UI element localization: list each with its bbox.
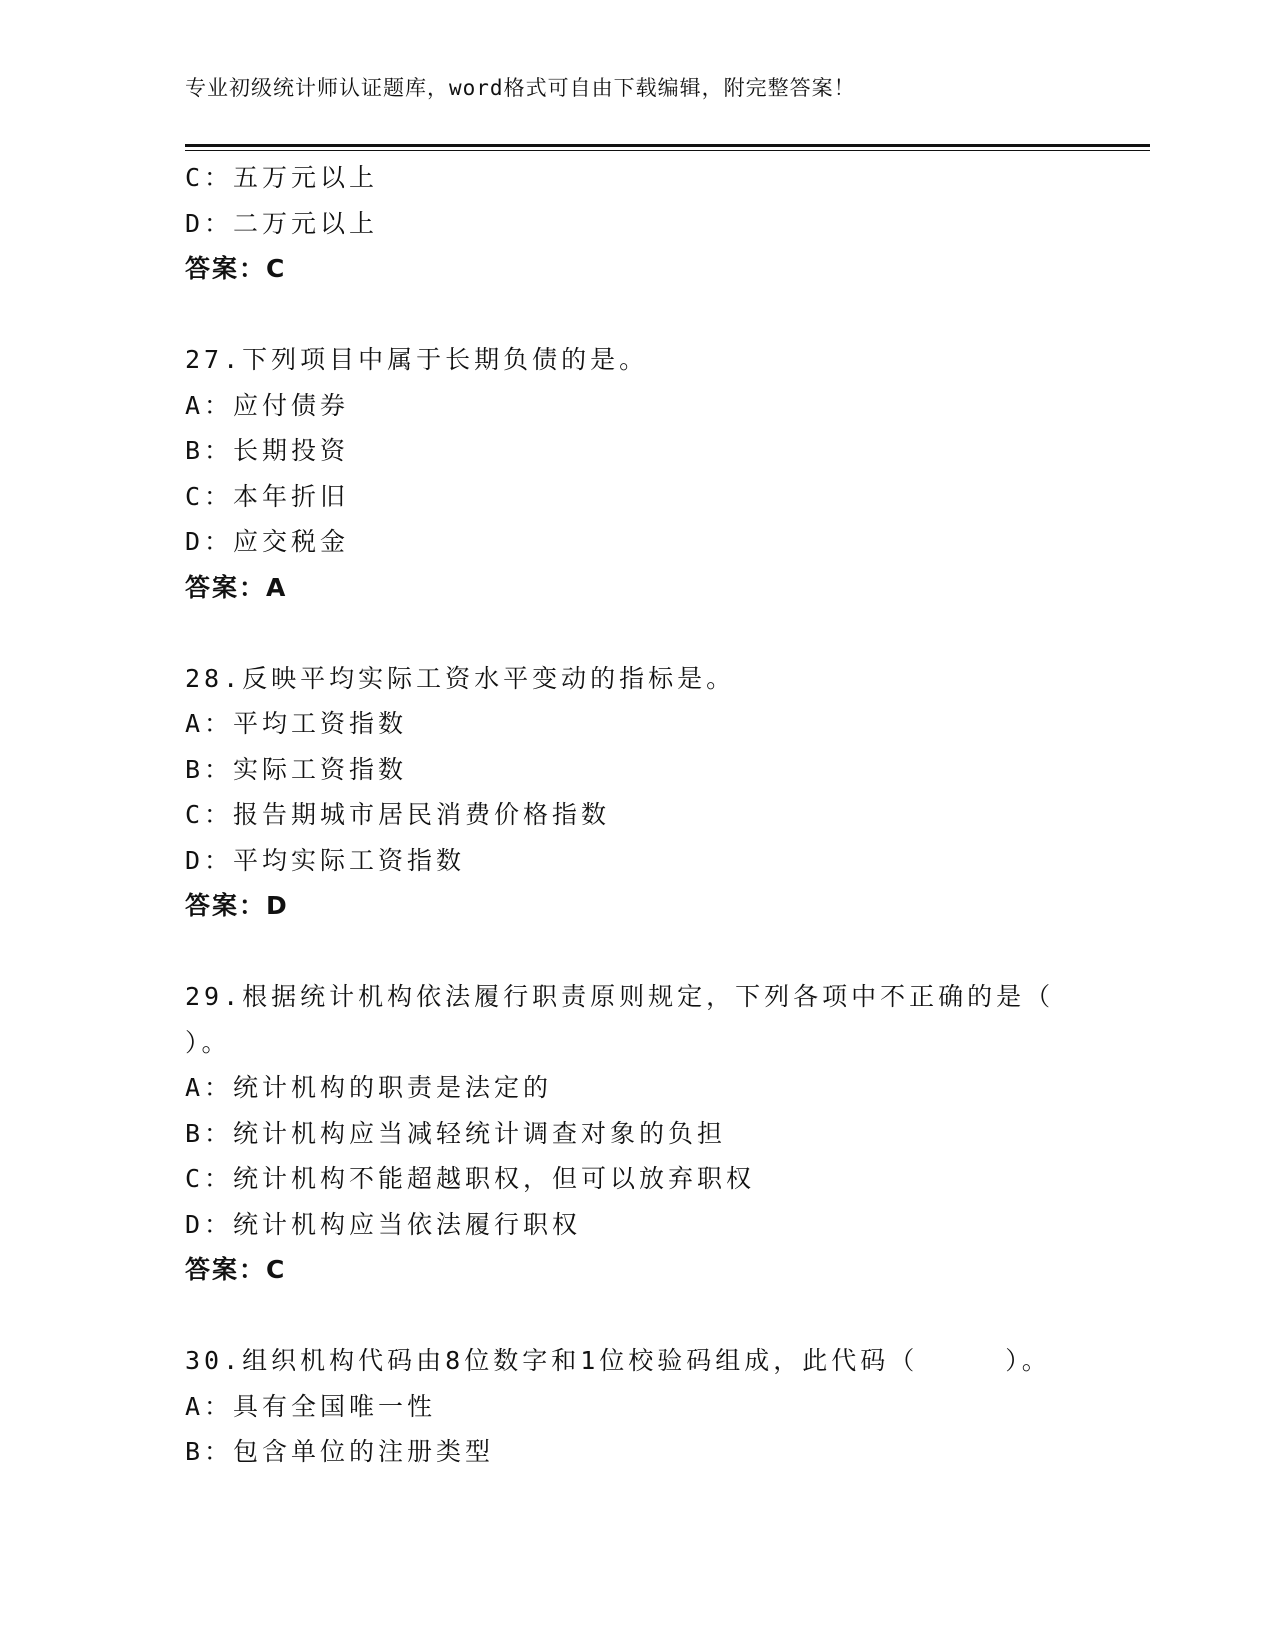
option-b: B：实际工资指数 <box>185 754 408 784</box>
question-text: 28.反映平均实际工资水平变动的指标是。 <box>185 663 736 693</box>
option-d: D：统计机构应当依法履行职权 <box>185 1209 582 1239</box>
header-rule-thin <box>185 150 1150 151</box>
question-28 <box>185 656 1085 929</box>
answer-line: 答案：C <box>185 254 287 283</box>
option-d: D：平均实际工资指数 <box>185 845 466 875</box>
option-d: D：应交税金 <box>185 527 350 556</box>
option-b: B：统计机构应当减轻统计调查对象的负担 <box>185 1118 727 1148</box>
spacer <box>185 292 1085 338</box>
answer-line: 答案：A <box>185 572 288 602</box>
spacer <box>185 610 1085 656</box>
option-c: C：统计机构不能超越职权，但可以放弃职权 <box>185 1164 756 1193</box>
spacer <box>185 929 1085 975</box>
option-a: A：平均工资指数 <box>185 709 408 738</box>
option-a: A：具有全国唯一性 <box>185 1391 437 1421</box>
option-a: A：应付债券 <box>185 390 350 420</box>
question-27 <box>185 337 1085 610</box>
option-c: C：五万元以上 <box>185 163 379 192</box>
option-d: D：二万元以上 <box>185 208 379 238</box>
header-rule-thick <box>185 144 1150 147</box>
answer-line: 答案：C <box>185 1255 287 1284</box>
option-c: C：报告期城市居民消费价格指数 <box>185 800 611 829</box>
page-header: 专业初级统计师认证题库，word格式可自由下载编辑，附完整答案！ <box>185 76 856 100</box>
answer-line: 答案：D <box>185 891 289 920</box>
option-b: B：长期投资 <box>185 436 350 465</box>
spacer <box>185 1293 1085 1339</box>
question-text: 27.下列项目中属于长期负债的是。 <box>185 345 649 374</box>
prev-question-tail <box>185 155 1085 292</box>
question-text-continued: ）。 <box>185 1027 231 1057</box>
question-content <box>185 155 1085 1475</box>
question-30 <box>185 1338 1085 1475</box>
option-a: A：统计机构的职责是法定的 <box>185 1073 553 1102</box>
option-b: B：包含单位的注册类型 <box>185 1437 495 1466</box>
question-text: 30.组织机构代码由8位数字和1位校验码组成，此代码（ ）。 <box>185 1346 1051 1375</box>
option-c: C：本年折旧 <box>185 481 350 511</box>
question-29 <box>185 974 1085 1293</box>
question-text: 29.根据统计机构依法履行职责原则规定，下列各项中不正确的是（ <box>185 982 1055 1011</box>
